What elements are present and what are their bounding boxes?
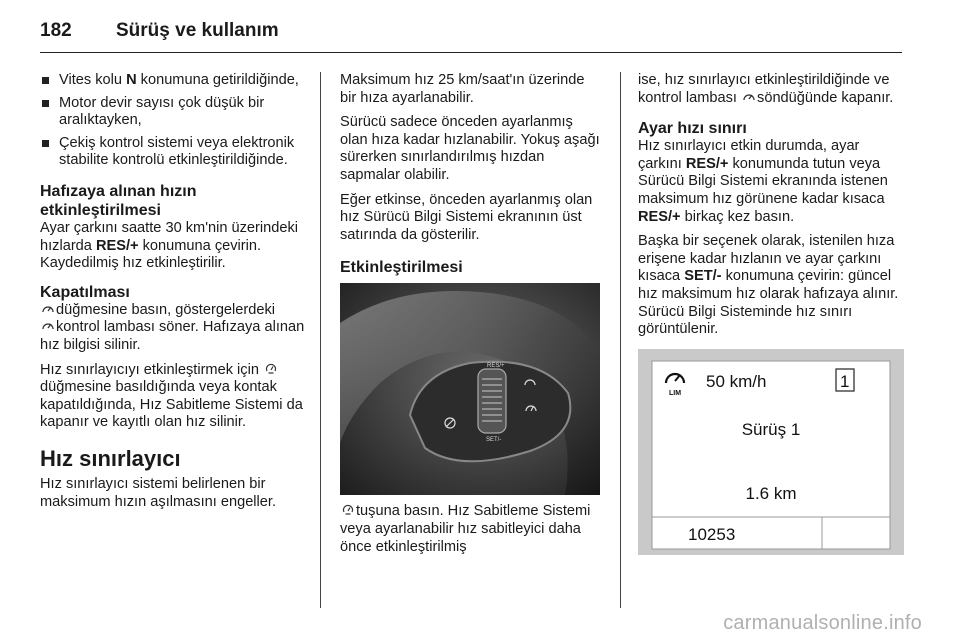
heading-memory-speed: Hafızaya alınan hızın etkinleştirilmesi <box>40 182 197 219</box>
speed-limiter-lamp-icon <box>743 90 755 108</box>
lim-label: LIM <box>669 389 682 397</box>
paragraph: Sürücü sadece önceden ayarlanmış olan hıza kadar hızlanabilir. Yokuş aşağı sürerken sınırlandırılmış hızdan sapmalar olabilir. <box>340 114 600 183</box>
speed-limiter-lamp-icon <box>42 302 54 320</box>
steering-wheel-controls-figure <box>340 283 600 495</box>
paragraph: düğmesine basın, göstergelerdeki kontrol lambası söner. Hafızaya alınan hız bilgisi silinir. <box>40 301 305 353</box>
paragraph: Maksimum hız 25 km/saat'ın üzerinde bir hıza ayarlanabilir. <box>340 72 585 106</box>
watermark: carmanualsonline.info <box>723 612 922 634</box>
paragraph: Hız sınırlayıcı etkin durumda, ayar çarkını RES/+ konumunda tutun veya Sürücü Bilgi Sistemi ekranında istenen maksimum hız görünene kadar kısaca RES/+ birkaç kez basın. <box>638 138 888 225</box>
paragraph: Eğer etkinse, önceden ayarlanmış olan hız Sürücü Bilgi Sistemi ekranının üst satırında da gösterilir. <box>340 191 593 243</box>
chapter-title: Sürüş ve kullanım <box>116 20 279 41</box>
list-item: Vites kolu N konumuna getirildiğinde, <box>40 72 308 90</box>
trip-mode: Sürüş 1 <box>741 419 801 439</box>
heading-set-speed-limit: Ayar hızı sınırı <box>638 120 747 138</box>
heading-speed-limiter: Hız sınırlayıcı <box>40 445 181 471</box>
cruise-control-icon <box>265 362 277 380</box>
paragraph: Hız sınırlayıcı sistemi belirlenen bir maksimum hızın aşılmasını engeller. <box>40 475 277 510</box>
set-label: SET/- <box>486 437 502 444</box>
condition-list <box>40 72 308 170</box>
paragraph: Hız sınırlayıcıyı etkinleştirmek için düğmesine basıldığında veya kontak kapatıldığında, Hız Sabitleme Sistemi da kapanır ve kayıtlı olan hız silinir. <box>40 361 303 431</box>
column-divider <box>320 72 321 608</box>
res-label: RES/+ <box>487 363 505 370</box>
page-number: 182 <box>40 20 72 41</box>
driver-info-display <box>638 349 904 555</box>
heading-activation: Etkinleştirilmesi <box>340 259 463 277</box>
column-1 <box>40 72 308 518</box>
speed-limit-value: 50 km/h <box>706 371 767 391</box>
column-2 <box>340 72 602 563</box>
column-divider <box>620 72 621 608</box>
cruise-control-icon <box>342 503 354 521</box>
heading-deactivation: Kapatılması <box>40 283 130 301</box>
list-item: Motor devir sayısı çok düşük bir aralıktayken, <box>40 95 308 130</box>
trip-distance: 1.6 km <box>745 483 797 503</box>
page-header <box>40 12 902 53</box>
list-item: Çekiş kontrol sistemi veya elektronik stabilite kontrolü etkinleştirildiğinde. <box>40 135 308 170</box>
paragraph: Ayar çarkını saatte 30 km'nin üzerindeki hızlarda RES/+ konumuna çevirin. Kaydedilmiş hız etkinleştirilir. <box>40 219 299 272</box>
speed-limiter-lamp-icon <box>42 319 54 337</box>
paragraph: ise, hız sınırlayıcı etkinleştirildiğinde ve kontrol lambası söndüğünde kapanır. <box>638 72 894 106</box>
paragraph: tuşuna basın. Hız Sabitleme Sistemi veya ayarlanabilir hız sabitleyici daha önce etkinleştirilmiş <box>340 503 591 555</box>
odometer: 10253 <box>688 524 736 544</box>
paragraph: Başka bir seçenek olarak, istenilen hıza erişene kadar hızlanın ve ayar çarkını kısaca SET/- konumuna çevirin: güncel hız maksimum hız olarak hafızaya alınır. Sürücü Bilgi Sisteminde hız sınırı görüntülenir. <box>638 233 899 338</box>
column-3 <box>638 72 904 555</box>
gear-indicator: 1 <box>840 371 850 391</box>
